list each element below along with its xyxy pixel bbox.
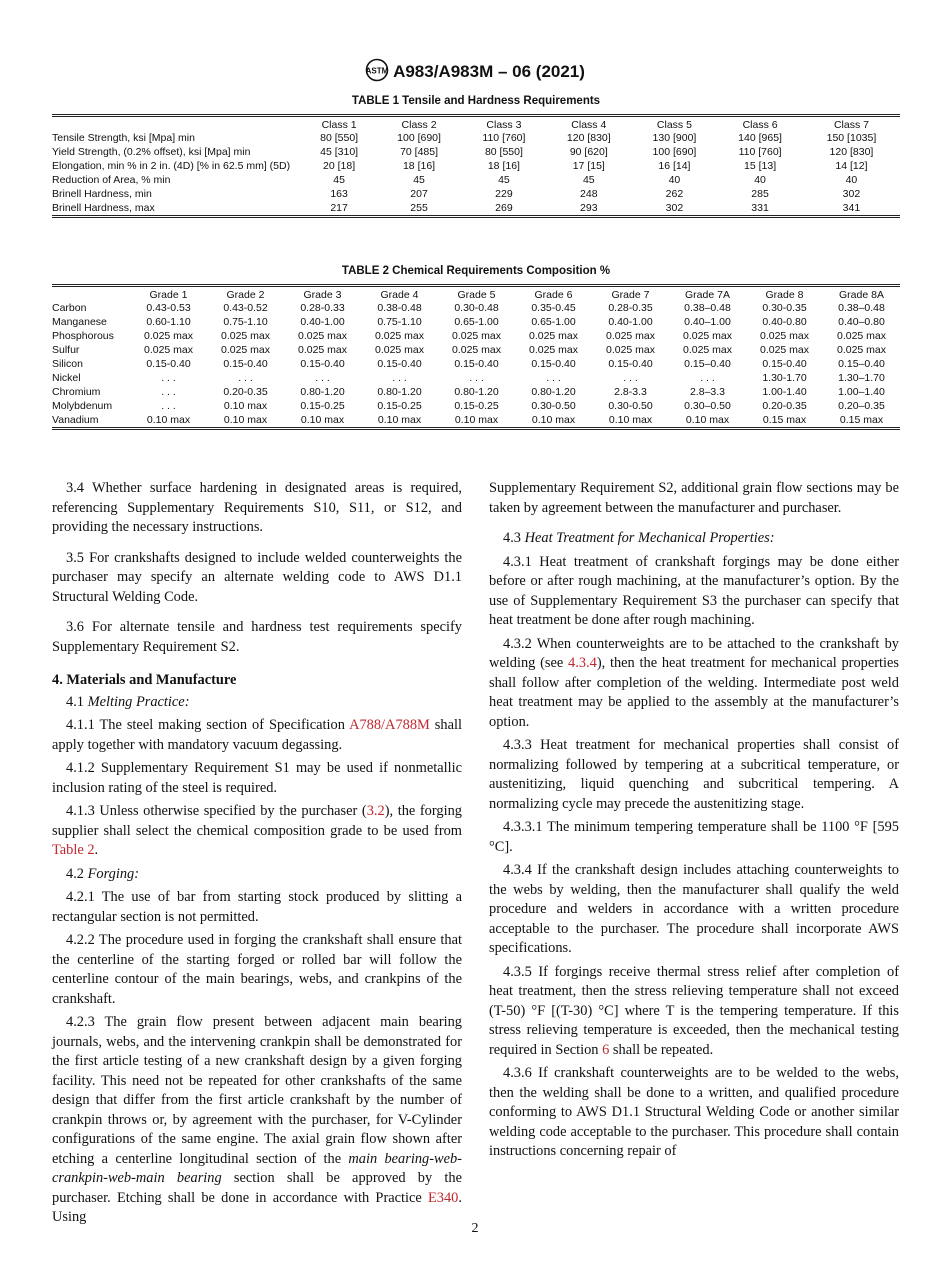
table-cell: 150 [1035]: [826, 132, 877, 144]
chemical-requirements-table: [52, 284, 900, 430]
table-cell: 0.15-0.25: [454, 400, 499, 412]
text: 4.2.3 The grain flow present between adjacent main bearing journals, webs, and the intervening crankpin shall be demonstrated for the first article testing of a new crankshaft design by a given forging facility. This need not be repeated for other crankshafts of the same design that differ from the first article crankshaft by the number of crankpin throws or, by agreement with the purchaser, for V-Cylinder configurations of the same engine. The axial grain flow shown after etching a centerline longitudinal section of the: [52, 1014, 462, 1167]
paragraph: [52, 549, 462, 608]
table-cell: 18 [16]: [487, 160, 520, 172]
italic-text: Forging:: [87, 865, 140, 882]
row-label: Chromium: [52, 386, 101, 398]
table-cell: 0.80-1.20: [300, 386, 345, 398]
row-label: Vanadium: [52, 414, 99, 426]
table-cell: 0.65-1.00: [454, 316, 499, 328]
text: shall apply together with mandatory vacuum degassing.: [52, 717, 462, 753]
row-label: Carbon: [52, 302, 87, 314]
text: 3.5 For crankshafts designed to include welded counterweights the purchaser may specify an alternate welding code to AWS D1.1 Structural Welding Code.: [52, 549, 462, 605]
table-cell: 0.20-0.35: [762, 400, 807, 412]
table-cell: 0.15-0.25: [300, 400, 345, 412]
table-cell: 70 [485]: [400, 146, 439, 158]
table-cell: 110 [760]: [738, 146, 782, 158]
text: 4.3.1 Heat treatment of crankshaft forgings may be done either before or after rough machining, at the manufacturer’s option. By the use of Supplementary Requirement S3 the purchaser can specify that heat treatment be done after rough machining.: [489, 553, 899, 628]
row-label: Manganese: [52, 316, 107, 328]
table-cell: 20 [18]: [323, 160, 356, 172]
table-cell: 100 [690]: [652, 146, 697, 158]
table-cell: 0.28-0.35: [608, 302, 653, 314]
table-row: [52, 187, 900, 201]
table-cell: 2.8-3.3: [614, 386, 647, 398]
cross-reference-link[interactable]: E340: [428, 1189, 459, 1206]
text: 4.2.2 The procedure used in forging the crankshaft shall ensure that the centerline of the starting forged or rolled bar will follow the centerline contour of the main bearings, webs, and crankpins of the crankshaft.: [52, 932, 462, 1007]
table-cell: . . .: [315, 372, 330, 384]
table-cell: 120 [830]: [829, 146, 874, 158]
table-cell: 0.025 max: [451, 344, 502, 356]
table-row: [52, 385, 900, 399]
column-header: Grade 8A: [839, 289, 884, 301]
column-header: Class 7: [833, 119, 869, 131]
table-cell: 0.15-0.40: [608, 358, 653, 370]
table1-caption: TABLE 1 Tensile and Hardness Requirements: [351, 95, 601, 107]
column-header: Grade 6: [534, 289, 573, 301]
text: 4.3: [503, 530, 525, 546]
table-cell: 0.15-0.40: [531, 358, 576, 370]
text: 4.3.5 If forgings receive thermal stress relief after completion of heat treatment, then the stress relieving temperature shall not exceed (T-50) °F [(T-30) °C] where T is the tempering temperature. If this stress relieving temperature is exceeded, then the mechanical testing required in Section: [489, 963, 899, 1058]
row-label: Silicon: [52, 358, 83, 370]
table-cell: 0.10 max: [377, 414, 422, 426]
table-cell: 217: [330, 202, 348, 214]
paragraph: [52, 802, 462, 861]
table-cell: 0.15-0.40: [762, 358, 807, 370]
section-heading: 4. Materials and Manufacture: [52, 672, 237, 688]
text: 3.4 Whether surface hardening in designated areas is required, referencing Supplementary Requirements S10, S11, or S12, and providing the necessary instructions.: [52, 480, 462, 535]
table-cell: 45: [333, 174, 345, 186]
table-row: [52, 301, 900, 315]
text: ), the forging supplier shall select the chemical composition grade to be used from: [52, 803, 462, 839]
table-cell: 0.30-0.50: [608, 400, 653, 412]
row-label: Yield Strength, (0.2% offset), ksi [Mpa] min: [52, 146, 251, 158]
table-cell: 0.30-0.50: [531, 400, 576, 412]
table-cell: . . .: [469, 372, 484, 384]
paragraph: [52, 888, 462, 927]
italic-text: main bearing-web-crankpin-web-main bearing: [52, 1150, 462, 1186]
table-cell: . . .: [161, 372, 176, 384]
table-cell: . . .: [161, 386, 176, 398]
table-cell: 0.75-1.10: [223, 316, 268, 328]
column-header: Grade 8: [765, 289, 804, 301]
row-label: Brinell Hardness, max: [52, 202, 155, 214]
row-label: Molybdenum: [52, 400, 113, 412]
table-cell: 0.025 max: [759, 344, 810, 356]
table-cell: 331: [751, 202, 769, 214]
table-row: [52, 343, 900, 357]
paragraph: [52, 479, 462, 538]
paragraph: [52, 865, 462, 885]
table-cell: 0.15–0.40: [684, 358, 731, 370]
row-label: Nickel: [52, 372, 81, 384]
table-cell: 302: [665, 202, 684, 214]
column-header: Grade 5: [457, 289, 496, 301]
column-header: Class 2: [401, 119, 437, 131]
table-cell: . . .: [700, 372, 715, 384]
text: 4.1.2 Supplementary Requirement S1 may be used if nonmetallic inclusion rating of the steel is required.: [52, 760, 462, 796]
table2-caption: TABLE 2 Chemical Requirements Composition %: [341, 265, 611, 277]
table-cell: 0.40-1.00: [300, 316, 345, 328]
table-row: [52, 159, 900, 173]
table-cell: 0.15-0.40: [300, 358, 345, 370]
text: 4.3.2 When counterweights are to be attached to the crankshaft by welding (see: [489, 635, 899, 671]
column-header: Grade 7A: [685, 289, 730, 301]
cross-reference-link[interactable]: 3.2: [366, 803, 385, 819]
table-row: [52, 173, 900, 187]
table-cell: 0.35-0.45: [531, 302, 576, 314]
table-cell: 0.15 max: [762, 414, 807, 426]
cross-reference-link[interactable]: Table 2: [52, 842, 95, 858]
row-label: Brinell Hardness, min: [52, 188, 152, 200]
paragraph: [52, 716, 462, 755]
table-row: [52, 357, 900, 371]
table-cell: 0.40-1.00: [608, 316, 653, 328]
cross-reference-link[interactable]: 4.3.4: [568, 655, 597, 671]
row-label: Sulfur: [52, 344, 80, 356]
table-cell: 0.025 max: [528, 330, 579, 342]
table-cell: 0.025 max: [220, 344, 271, 356]
text: 4.3.6 If crankshaft counterweights are to be welded to the webs, then the welding shall be done to a written, and qualified procedure conforming to AWS D1.1 Structural Welding Code or another similar welding code acceptable to the purchaser. This procedure shall contain instructions concerning repair of: [489, 1065, 899, 1159]
paragraph: [489, 861, 899, 959]
left-text-column: [52, 479, 462, 1232]
document-header: [0, 58, 950, 82]
table-cell: 0.025 max: [297, 344, 348, 356]
text: 4.3.4 If the crankshaft design includes attaching counterweights to the webs by welding, then the manufacturer shall qualify the weld procedure and welders in accordance with a written procedure acceptable to the purchaser. The procedure shall incorporate AWS specifications.: [489, 862, 899, 956]
table-cell: 269: [495, 202, 513, 214]
text: shall be repeated.: [609, 1041, 714, 1058]
table-cell: 0.10 max: [223, 400, 268, 412]
table-cell: 1.00–1.40: [838, 386, 885, 398]
astm-logo-icon: [365, 58, 389, 82]
table-row: [52, 131, 900, 145]
table-cell: 0.80-1.20: [531, 386, 576, 398]
text: 4.1.3 Unless otherwise specified by the purchaser (: [66, 803, 367, 819]
table-cell: 2.8–3.3: [689, 386, 726, 398]
table-cell: 40: [668, 174, 681, 186]
table-cell: 0.28-0.33: [300, 302, 345, 314]
paragraph: [489, 553, 899, 631]
table-cell: 0.20–0.35: [838, 400, 885, 412]
table-row: [52, 413, 900, 429]
column-header: Class 1: [321, 119, 357, 131]
paragraph: [489, 818, 899, 857]
paragraph: [489, 479, 899, 518]
column-header: [52, 116, 302, 132]
column-header: Class 3: [486, 119, 522, 131]
table-cell: 0.025 max: [220, 330, 271, 342]
table-cell: 100 [690]: [397, 132, 441, 144]
text: 4.3.3 Heat treatment for mechanical properties shall consist of normalizing followed by tempering at a subcritical temperature, or austenitizing, liquid quenching and subcritical tempering. A normalizing cycle may precede the austenitizing stage.: [489, 737, 899, 812]
table-cell: 302: [842, 188, 861, 200]
table-cell: 0.025 max: [143, 330, 194, 342]
italic-text: Heat Treatment for Mechanical Properties:: [524, 530, 775, 546]
table-cell: 262: [665, 188, 684, 200]
tensile-hardness-table: [52, 114, 900, 218]
table-cell: 0.15 max: [839, 414, 884, 426]
table-cell: 0.025 max: [682, 344, 733, 356]
column-header: Grade 1: [149, 289, 188, 301]
table-row: [52, 315, 900, 329]
table-row: [52, 145, 900, 159]
table-cell: 0.025 max: [759, 330, 810, 342]
table-cell: 0.80-1.20: [454, 386, 499, 398]
paragraph: [489, 1064, 899, 1162]
table-header-row: [52, 286, 900, 302]
table-cell: 0.38–0.48: [684, 302, 731, 314]
paragraph: [489, 635, 899, 733]
page-number: 2: [471, 1221, 479, 1236]
table-cell: 0.15-0.40: [146, 358, 191, 370]
table-cell: 80 [550]: [484, 146, 523, 158]
table-cell: 18 [16]: [402, 160, 436, 172]
table-cell: 0.75-1.10: [377, 316, 422, 328]
table-cell: 0.10 max: [454, 414, 499, 426]
table-cell: . . .: [161, 400, 176, 412]
table-cell: 293: [580, 202, 598, 214]
column-header: Class 5: [656, 119, 692, 131]
table-cell: 130 [900]: [652, 132, 697, 144]
column-header: Grade 3: [303, 289, 342, 301]
table-cell: 40: [754, 174, 766, 186]
table-cell: 0.025 max: [605, 344, 656, 356]
table-cell: 285: [751, 188, 769, 200]
table-cell: 0.025 max: [682, 330, 733, 342]
italic-text: Melting Practice:: [87, 693, 190, 710]
table-cell: 17 [15]: [572, 160, 605, 172]
column-header: [52, 286, 130, 302]
table-cell: 0.15–0.40: [838, 358, 885, 370]
text: 4.1.1 The steel making section of Specification: [66, 717, 350, 733]
right-text-column: [489, 479, 899, 1166]
table-cell: 140 [965]: [738, 132, 782, 144]
table-cell: 1.30-1.70: [762, 372, 807, 384]
table-cell: 0.40–1.00: [684, 316, 731, 328]
table-cell: 207: [410, 188, 428, 200]
row-label: Phosphorous: [52, 330, 114, 342]
text: 4.2.1 The use of bar from starting stock produced by slitting a rectangular section is not permitted.: [52, 889, 462, 925]
table-cell: 110 [760]: [482, 132, 526, 144]
text: 3.6 For alternate tensile and hardness test requirements specify Supplementary Requirement S2.: [52, 619, 462, 655]
table-cell: 0.025 max: [143, 344, 194, 356]
table-cell: 0.10 max: [300, 414, 345, 426]
table-cell: 0.025 max: [836, 344, 887, 356]
column-header: Class 6: [742, 119, 778, 131]
table-row: [52, 371, 900, 385]
table-cell: 0.10 max: [146, 414, 191, 426]
column-header: Grade 2: [226, 289, 265, 301]
table-row: [52, 399, 900, 413]
table-cell: 14 [12]: [835, 160, 868, 172]
table-cell: . . .: [392, 372, 407, 384]
table-cell: 0.80-1.20: [377, 386, 422, 398]
table-cell: 40: [845, 174, 858, 186]
table-cell: 0.43-0.52: [223, 302, 268, 314]
column-header: Grade 4: [380, 289, 419, 301]
table-cell: 0.30-0.48: [454, 302, 499, 314]
paragraph: [52, 693, 462, 713]
table-row: [52, 201, 900, 217]
table-cell: . . .: [546, 372, 561, 384]
text: 4.2: [66, 865, 88, 882]
row-label: Elongation, min % in 2 in. (4D) [% in 62.5 mm] (5D): [52, 160, 291, 172]
table-cell: 45 [310]: [320, 146, 359, 158]
table-cell: 1.30–1.70: [838, 372, 885, 384]
row-label: Reduction of Area, % min: [52, 174, 171, 186]
table-cell: . . .: [623, 372, 638, 384]
table-cell: 120 [830]: [566, 132, 611, 144]
table-cell: 15 [13]: [744, 160, 777, 172]
table-cell: 1.00-1.40: [762, 386, 807, 398]
text: Supplementary Requirement S2, additional grain flow sections may be taken by agreement between the manufacturer and purchaser.: [489, 480, 899, 516]
table-cell: 0.025 max: [374, 344, 425, 356]
table-row: [52, 329, 900, 343]
row-label: Tensile Strength, ksi [Mpa] min: [52, 132, 195, 144]
table-cell: 0.025 max: [297, 330, 348, 342]
document-title: A983/A983M – 06 (2021): [393, 62, 585, 81]
table-cell: 0.65-1.00: [531, 316, 576, 328]
svg-text:ASTM: ASTM: [365, 66, 389, 76]
table-header-row: [52, 116, 900, 132]
cross-reference-link[interactable]: 6: [602, 1041, 610, 1058]
table-cell: 0.10 max: [531, 414, 576, 426]
table-cell: 0.38-0.48: [377, 302, 422, 314]
table-cell: 0.43-0.53: [146, 302, 191, 314]
column-header: Class 4: [571, 119, 607, 131]
table-cell: 0.025 max: [836, 330, 887, 342]
table-cell: 0.40–0.80: [838, 316, 885, 328]
table-cell: . . .: [238, 372, 253, 384]
table-cell: 0.20-0.35: [223, 386, 268, 398]
table-cell: 229: [495, 188, 513, 200]
text: 4.3.3.1 The minimum tempering temperature shall be 1100 °F [595 °C].: [489, 819, 899, 855]
table-cell: 45: [582, 174, 595, 186]
paragraph: [52, 931, 462, 1009]
cross-reference-link[interactable]: A788/A788M: [349, 717, 430, 733]
paragraph: [52, 759, 462, 798]
table-cell: 0.15-0.40: [454, 358, 499, 370]
table-cell: 0.025 max: [528, 344, 579, 356]
paragraph: [52, 1013, 462, 1228]
table-cell: 0.15-0.40: [223, 358, 268, 370]
table-cell: 90 [620]: [569, 146, 608, 158]
table-cell: 0.025 max: [605, 330, 656, 342]
table-cell: 341: [842, 202, 861, 214]
table-cell: 0.025 max: [451, 330, 502, 342]
table-cell: 248: [580, 188, 598, 200]
text: 4.1: [66, 693, 88, 710]
column-header: Grade 7: [611, 289, 650, 301]
table-cell: 45: [413, 174, 425, 186]
table-cell: 0.10 max: [685, 414, 730, 426]
table-cell: 80 [550]: [320, 132, 359, 144]
paragraph: [489, 529, 899, 549]
table-cell: 0.15-0.40: [377, 358, 422, 370]
table-cell: 0.10 max: [608, 414, 653, 426]
table-cell: 0.15-0.25: [377, 400, 422, 412]
table-cell: 45: [498, 174, 510, 186]
table-cell: 0.60-1.10: [146, 316, 191, 328]
text: . Using: [52, 1189, 462, 1225]
table-cell: 0.30-0.35: [762, 302, 807, 314]
table-cell: 16 [14]: [658, 160, 691, 172]
table-cell: 0.40-0.80: [762, 316, 807, 328]
table-cell: 0.38–0.48: [838, 302, 885, 314]
table-cell: 0.10 max: [223, 414, 268, 426]
table-cell: 163: [330, 188, 348, 200]
text: .: [94, 842, 99, 858]
paragraph: [489, 963, 899, 1061]
text: section shall be approved by the purchaser. Etching shall be done in accordance with Practice: [52, 1170, 462, 1206]
table-cell: 0.025 max: [374, 330, 425, 342]
paragraph: [489, 736, 899, 814]
text: ), then the heat treatment for mechanical properties shall follow after completion of the welding. Intermediate post weld heat treatment may be applied to the assembly at the manufacturer’s option.: [489, 655, 899, 730]
table-cell: 255: [410, 202, 428, 214]
paragraph: [52, 618, 462, 657]
table-cell: 0.30–0.50: [684, 400, 731, 412]
